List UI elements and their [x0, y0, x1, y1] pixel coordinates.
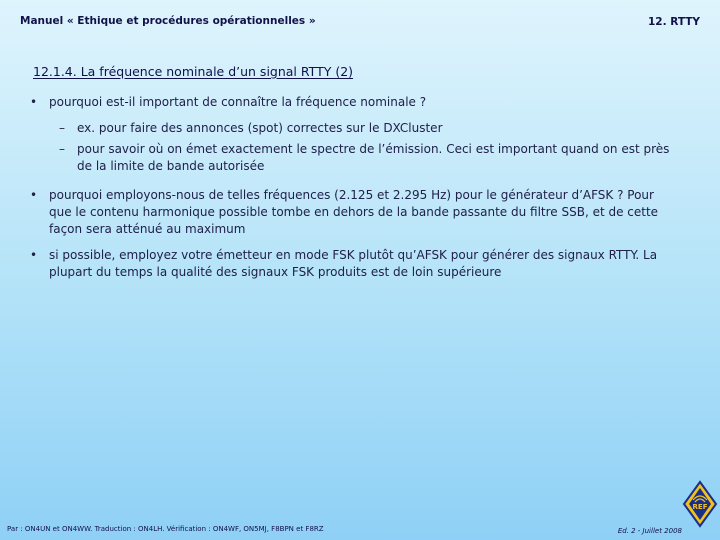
- sub-bullet-1-text: ex. pour faire des annonces (spot) correctes sur le DXCluster: [77, 121, 443, 135]
- bullet-marker: •: [30, 188, 38, 202]
- bullet-marker: •: [30, 95, 38, 109]
- ref-logo-icon: [682, 480, 718, 530]
- dash-marker: –: [59, 121, 65, 135]
- page-title: 12.1.4. La fréquence nominale d’un signal RTTY (2): [33, 64, 354, 79]
- logo-text: REF: [692, 503, 708, 511]
- sub-bullet-2: [30, 141, 680, 175]
- bullet-1-text: pourquoi est-il important de connaître la fréquence nominale ?: [49, 95, 427, 109]
- sub-bullet-1: [30, 120, 680, 137]
- content: [30, 94, 680, 290]
- bullet-1: [30, 94, 680, 111]
- bullet-marker: •: [30, 248, 38, 262]
- bullet-3: [30, 247, 680, 281]
- bullet-2: [30, 187, 680, 238]
- footer-edition: Ed. 2 - Juillet 2008: [617, 527, 682, 535]
- bullet-3-text: si possible, employez votre émetteur en mode FSK plutôt qu’AFSK pour générer des signaux RTTY. La plupart du temps la qualité des signaux FSK produits est de loin supérieure: [49, 248, 658, 279]
- sub-bullet-2-text: pour savoir où on émet exactement le spectre de l’émission. Ceci est important quand on est près de la limite de bande autorisée: [77, 142, 670, 173]
- bullet-2-text: pourquoi employons-nous de telles fréquences (2.125 et 2.295 Hz) pour le générateur d’AFSK ? Pour que le contenu harmonique possible tombe en dehors de la bande passante du filtre SSB, et de cette façon sera atténué au maximum: [49, 188, 659, 236]
- footer-credits: Par : ON4UN et ON4WW. Traduction : ON4LH. Vérification : ON4WF, ON5MJ, F8BPN et F8RZ: [7, 525, 324, 533]
- dash-marker: –: [59, 142, 65, 156]
- header-left: Manuel « Ethique et procédures opérationnelles »: [20, 15, 316, 27]
- header-right: 12. RTTY: [647, 16, 700, 28]
- sub-list: [30, 120, 680, 175]
